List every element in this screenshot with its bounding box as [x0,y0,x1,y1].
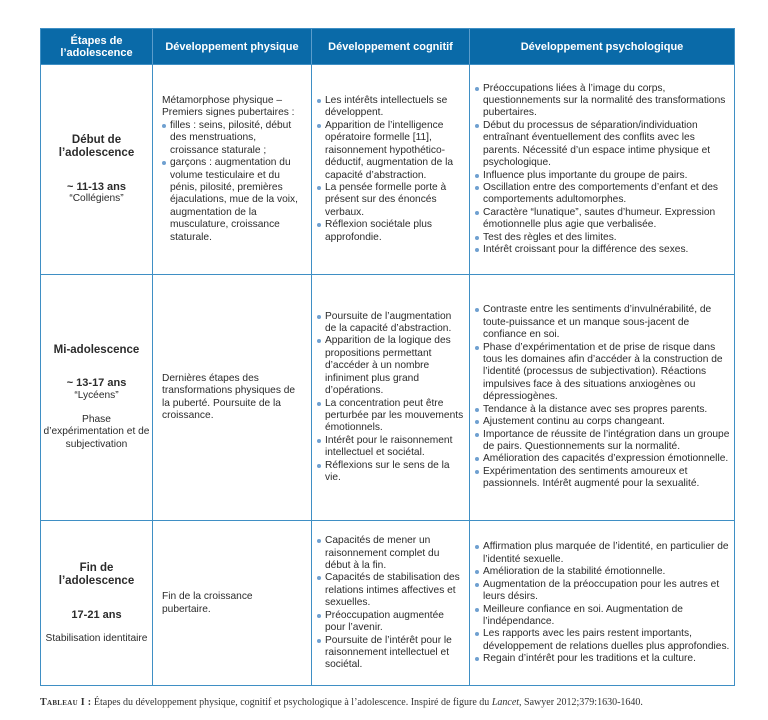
psychological-item: Oscillation entre des comportements d’enfant et des comportements adultomorphes. [475,182,730,207]
psychological-cell [469,65,734,274]
stage-cell [41,275,152,520]
psychological-item: Amélioration de la stabilité émotionnelle. [475,566,730,578]
cognitive-list [317,535,465,671]
psychological-item: Meilleure confiance en soi. Augmentation de l’indépendance. [475,604,730,629]
cognitive-item: Les intérêts intellectuels se développent. [317,95,465,120]
physical-list [162,120,303,244]
psychological-item: Les rapports avec les pairs restent importants, développement de relations duelles plus approfondies. [475,628,730,653]
caption-reference: , Sawyer 2012;379:1630-1640. [519,697,643,708]
cognitive-list [317,95,465,244]
psychological-item: Augmentation de la préoccupation pour les autres et leurs désirs. [475,579,730,604]
physical-cell [152,65,311,274]
caption-journal: Lancet [491,697,520,708]
table-row [41,274,734,520]
stage-label: “Collégiens” [69,193,124,204]
table-header [41,29,734,64]
cognitive-item: Réflexion sociétale plus approfondie. [317,219,465,244]
cognitive-item: Intérêt pour le raisonnement intellectuel et sociétal. [317,435,465,460]
header-cognitive: Développement cognitif [311,29,469,64]
psychological-item: Test des règles et des limites. [475,232,730,244]
table-caption [40,697,643,708]
header-physical: Développement physique [152,29,311,64]
stage-cell [41,65,152,274]
stage-title: Fin de l’adolescence [58,561,135,588]
psychological-list [475,83,730,257]
stage-phase: Phase d’expérimentation et de subjectivation [43,414,150,450]
cognitive-item: Capacités de stabilisation des relations intimes affectives et sexuelles. [317,572,465,609]
caption-label: Tableau I : [40,697,92,708]
cognitive-list [317,311,465,485]
psychological-item: Influence plus importante du groupe de pairs. [475,170,730,182]
stage-cell [41,521,152,686]
cognitive-item: Préoccupation augmentée pour l’avenir. [317,610,465,635]
psychological-item: Regain d’intérêt pour les traditions et la culture. [475,653,730,665]
psychological-cell [469,521,734,686]
psychological-item: Intérêt croissant pour la différence des sexes. [475,244,730,256]
psychological-item: Expérimentation des sentiments amoureux et passionnels. Intérêt augmenté pour la sexualité. [475,466,730,491]
cognitive-item: La concentration peut être perturbée par les mouvements émotionnels. [317,398,465,435]
header-stages: Étapes de l’adolescence [60,34,133,59]
stage-age: ~ 13-17 ans [66,377,127,390]
psychological-item: Importance de réussite de l’intégration dans un groupe de pairs. Questionnements sur la normalité. [475,429,730,454]
physical-intro: Dernières étapes des transformations physiques de la puberté. Poursuite de la croissance. [162,372,296,421]
cognitive-item: Poursuite de l’intérêt pour le raisonnement intellectuel et sociétal. [317,635,465,672]
physical-item: filles : seins, pilosité, début des menstruations, croissance staturale ; [162,120,303,157]
table-row [41,64,734,274]
cognitive-cell [311,275,469,520]
psychological-item: Affirmation plus marquée de l’identité, en particulier de l’identité sexuelle. [475,541,730,566]
stage-title: Début de l’adolescence [58,133,135,160]
psychological-item: Préoccupations liées à l’image du corps, questionnements sur la normalité des transformations pubertaires. [475,83,730,120]
cognitive-item: Poursuite de l’augmentation de la capacité d’abstraction. [317,311,465,336]
stage-label: “Lycéens” [74,389,119,401]
cognitive-item: Apparition de l’intelligence opératoire formelle [11], raisonnement hypothético-déductif, augmentation de la capacité d’abstraction. [317,120,465,182]
header-psychological: Développement psychologique [469,29,734,64]
table-row [41,520,734,686]
cognitive-item: Réflexions sur le sens de la vie. [317,460,465,485]
stage-age: 17-21 ans [71,608,122,621]
psychological-item: Amélioration des capacités d’expression émotionnelle. [475,453,730,465]
psychological-item: Caractère “lunatique”, sautes d’humeur. Expression émotionnelle plus agie que verbalisée. [475,207,730,232]
cognitive-item: La pensée formelle porte à présent sur des énoncés verbaux. [317,182,465,219]
development-table [40,28,735,686]
stage-phase: Stabilisation identitaire [45,633,148,644]
cognitive-cell [311,65,469,274]
psychological-item: Phase d’expérimentation et de prise de risque dans tous les domaines afin d’accéder à la construction de l’identité (processus de subjectivation). Réactions impulsives face à des situations anxiogènes ou dépressiogènes. [475,342,730,404]
psychological-item: Tendance à la distance avec ses propres parents. [475,404,730,416]
psychological-item: Ajustement continu au corps changeant. [475,416,730,428]
psychological-item: Début du processus de séparation/individuation entraînant éventuellement des conflits avec les parents. Nécessité d’un espace intime physique et psychologique. [475,120,730,170]
cognitive-item: Capacités de mener un raisonnement complet du début à la fin. [317,535,465,572]
psychological-list [475,304,730,490]
physical-intro: Métamorphose physique – Premiers signes pubertaires : [162,95,295,119]
cognitive-cell [311,521,469,686]
stage-age: ~ 11-13 ans [66,180,127,193]
psychological-item: Contraste entre les sentiments d’invulnérabilité, de toute-puissance et un manque sous-jacent de confiance en soi. [475,304,730,341]
stage-title: Mi-adolescence [53,343,140,356]
psychological-list [475,541,730,665]
physical-cell [152,521,311,686]
physical-intro: Fin de la croissance pubertaire. [162,591,253,615]
caption-text: Étapes du développement physique, cognitif et psychologique à l’adolescence. Inspiré de figure du [91,697,492,708]
cognitive-item: Apparition de la logique des propositions permettant d’accéder à un nombre infiniment plus grand d’opérations. [317,335,465,397]
psychological-cell [469,275,734,520]
physical-item: garçons : augmentation du volume testiculaire et du pénis, pilosité, premières éjaculations, mue de la voix, augmentation de la musculature, croissance staturale. [162,157,303,244]
physical-cell [152,275,311,520]
